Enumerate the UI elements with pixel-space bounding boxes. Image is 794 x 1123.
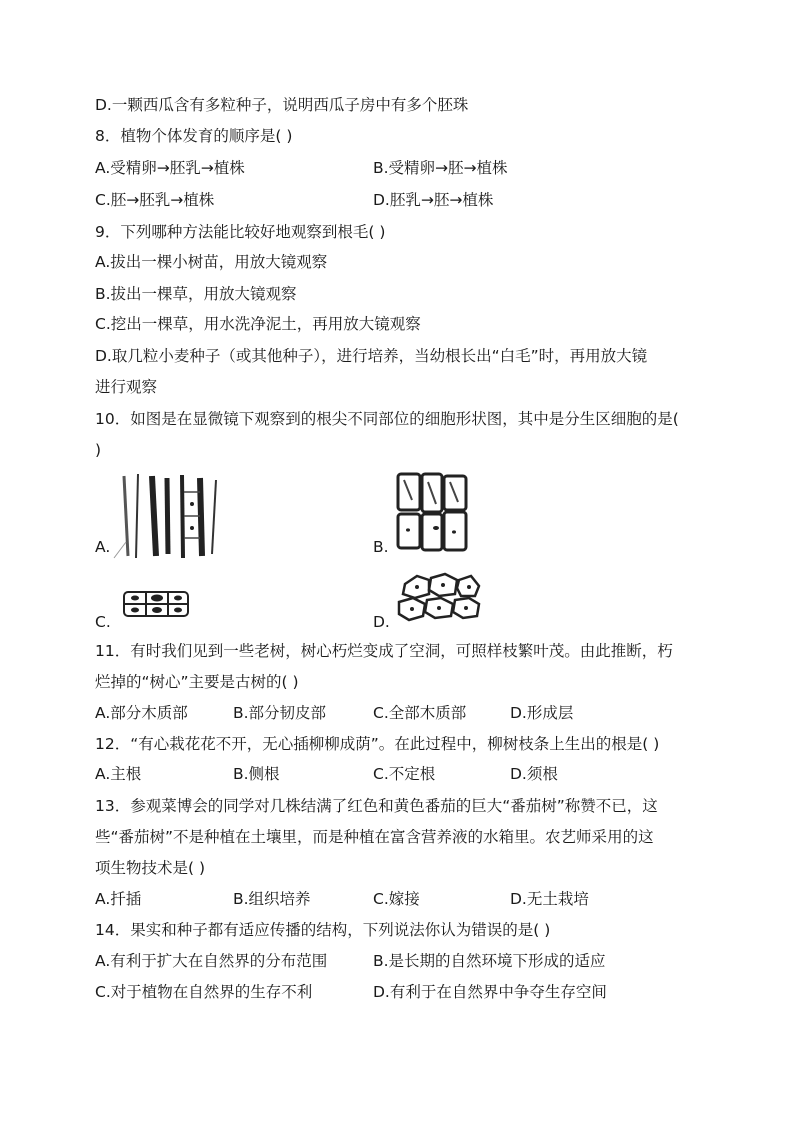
q11-stem-line1: 11．有时我们见到一些老树，树心朽烂变成了空洞，可照样枝繁叶茂。由此推断，朽 — [95, 642, 673, 660]
q11-option-c: C.全部木质部 — [373, 704, 467, 722]
q12-option-d: D.须根 — [510, 765, 558, 783]
q10-option-b-label: B. — [373, 538, 389, 556]
q9-stem: 9．下列哪种方法能比较好地观察到根毛( ) — [95, 223, 386, 241]
q9-option-b: B.拔出一棵草，用放大镜观察 — [95, 285, 297, 303]
figure-d-root-cap-cells — [395, 570, 485, 622]
figure-b-elongation-cells — [392, 470, 482, 556]
q13-stem-line1: 13．参观菜博会的同学对几株结满了红色和黄色番茄的巨大“番茄树”称赞不已，这 — [95, 797, 658, 815]
q13-option-c: C.嫁接 — [373, 890, 420, 908]
q14-stem: 14．果实和种子都有适应传播的结构，下列说法你认为错误的是( ) — [95, 921, 551, 939]
q14-option-d: D.有利于在自然界中争夺生存空间 — [373, 983, 607, 1001]
q7-option-d: D.一颗西瓜含有多粒种子，说明西瓜子房中有多个胚珠 — [95, 96, 469, 114]
figure-c-meristem-cells — [122, 588, 192, 620]
q9-option-d-line1: D.取几粒小麦种子（或其他种子），进行培养，当幼根长出“白毛”时，再用放大镜 — [95, 347, 648, 365]
q10-stem-line1: 10．如图是在显微镜下观察到的根尖不同部位的细胞形状图，其中是分生区细胞的是( — [95, 410, 679, 428]
q14-option-c: C.对于植物在自然界的生存不利 — [95, 983, 313, 1001]
q8-option-b: B.受精卵→胚→植株 — [373, 159, 508, 177]
q13-stem-line3: 项生物技术是( ) — [95, 859, 206, 877]
q10-option-d-label: D. — [373, 613, 390, 631]
q10-option-c-label: C. — [95, 613, 111, 631]
q9-option-d-line2: 进行观察 — [95, 378, 158, 396]
q10-stem-line2: ) — [95, 441, 102, 459]
q8-option-a: A.受精卵→胚乳→植株 — [95, 159, 245, 177]
q11-option-a: A.部分木质部 — [95, 704, 188, 722]
q13-stem-line2: 些“番茄树”不是种植在土壤里，而是种植在富含营养液的水箱里。农艺师采用的这 — [95, 828, 654, 846]
q8-stem: 8．植物个体发育的顺序是( ) — [95, 127, 293, 145]
q14-option-b: B.是长期的自然环境下形成的适应 — [373, 952, 606, 970]
q10-option-a-label: A. — [95, 538, 111, 556]
q12-option-a: A.主根 — [95, 765, 142, 783]
q8-option-c: C.胚→胚乳→植株 — [95, 191, 215, 209]
q14-option-a: A.有利于扩大在自然界的分布范围 — [95, 952, 328, 970]
q12-option-b: B.侧根 — [233, 765, 280, 783]
q11-stem-line2: 烂掉的“树心”主要是古树的( ) — [95, 673, 299, 691]
q8-option-d: D.胚乳→胚→植株 — [373, 191, 494, 209]
q12-stem: 12．“有心栽花花不开，无心插柳柳成荫”。在此过程中，柳树枝条上生出的根是( ) — [95, 735, 660, 753]
q13-option-d: D.无土栽培 — [510, 890, 589, 908]
q9-option-a: A.拔出一棵小树苗，用放大镜观察 — [95, 253, 328, 271]
q11-option-d: D.形成层 — [510, 704, 574, 722]
q13-option-a: A.扦插 — [95, 890, 142, 908]
q11-option-b: B.部分韧皮部 — [233, 704, 327, 722]
figure-a-elongated-cells — [112, 472, 242, 560]
q12-option-c: C.不定根 — [373, 765, 436, 783]
q13-option-b: B.组织培养 — [233, 890, 311, 908]
q9-option-c: C.挖出一棵草，用水洗净泥土，再用放大镜观察 — [95, 315, 421, 333]
